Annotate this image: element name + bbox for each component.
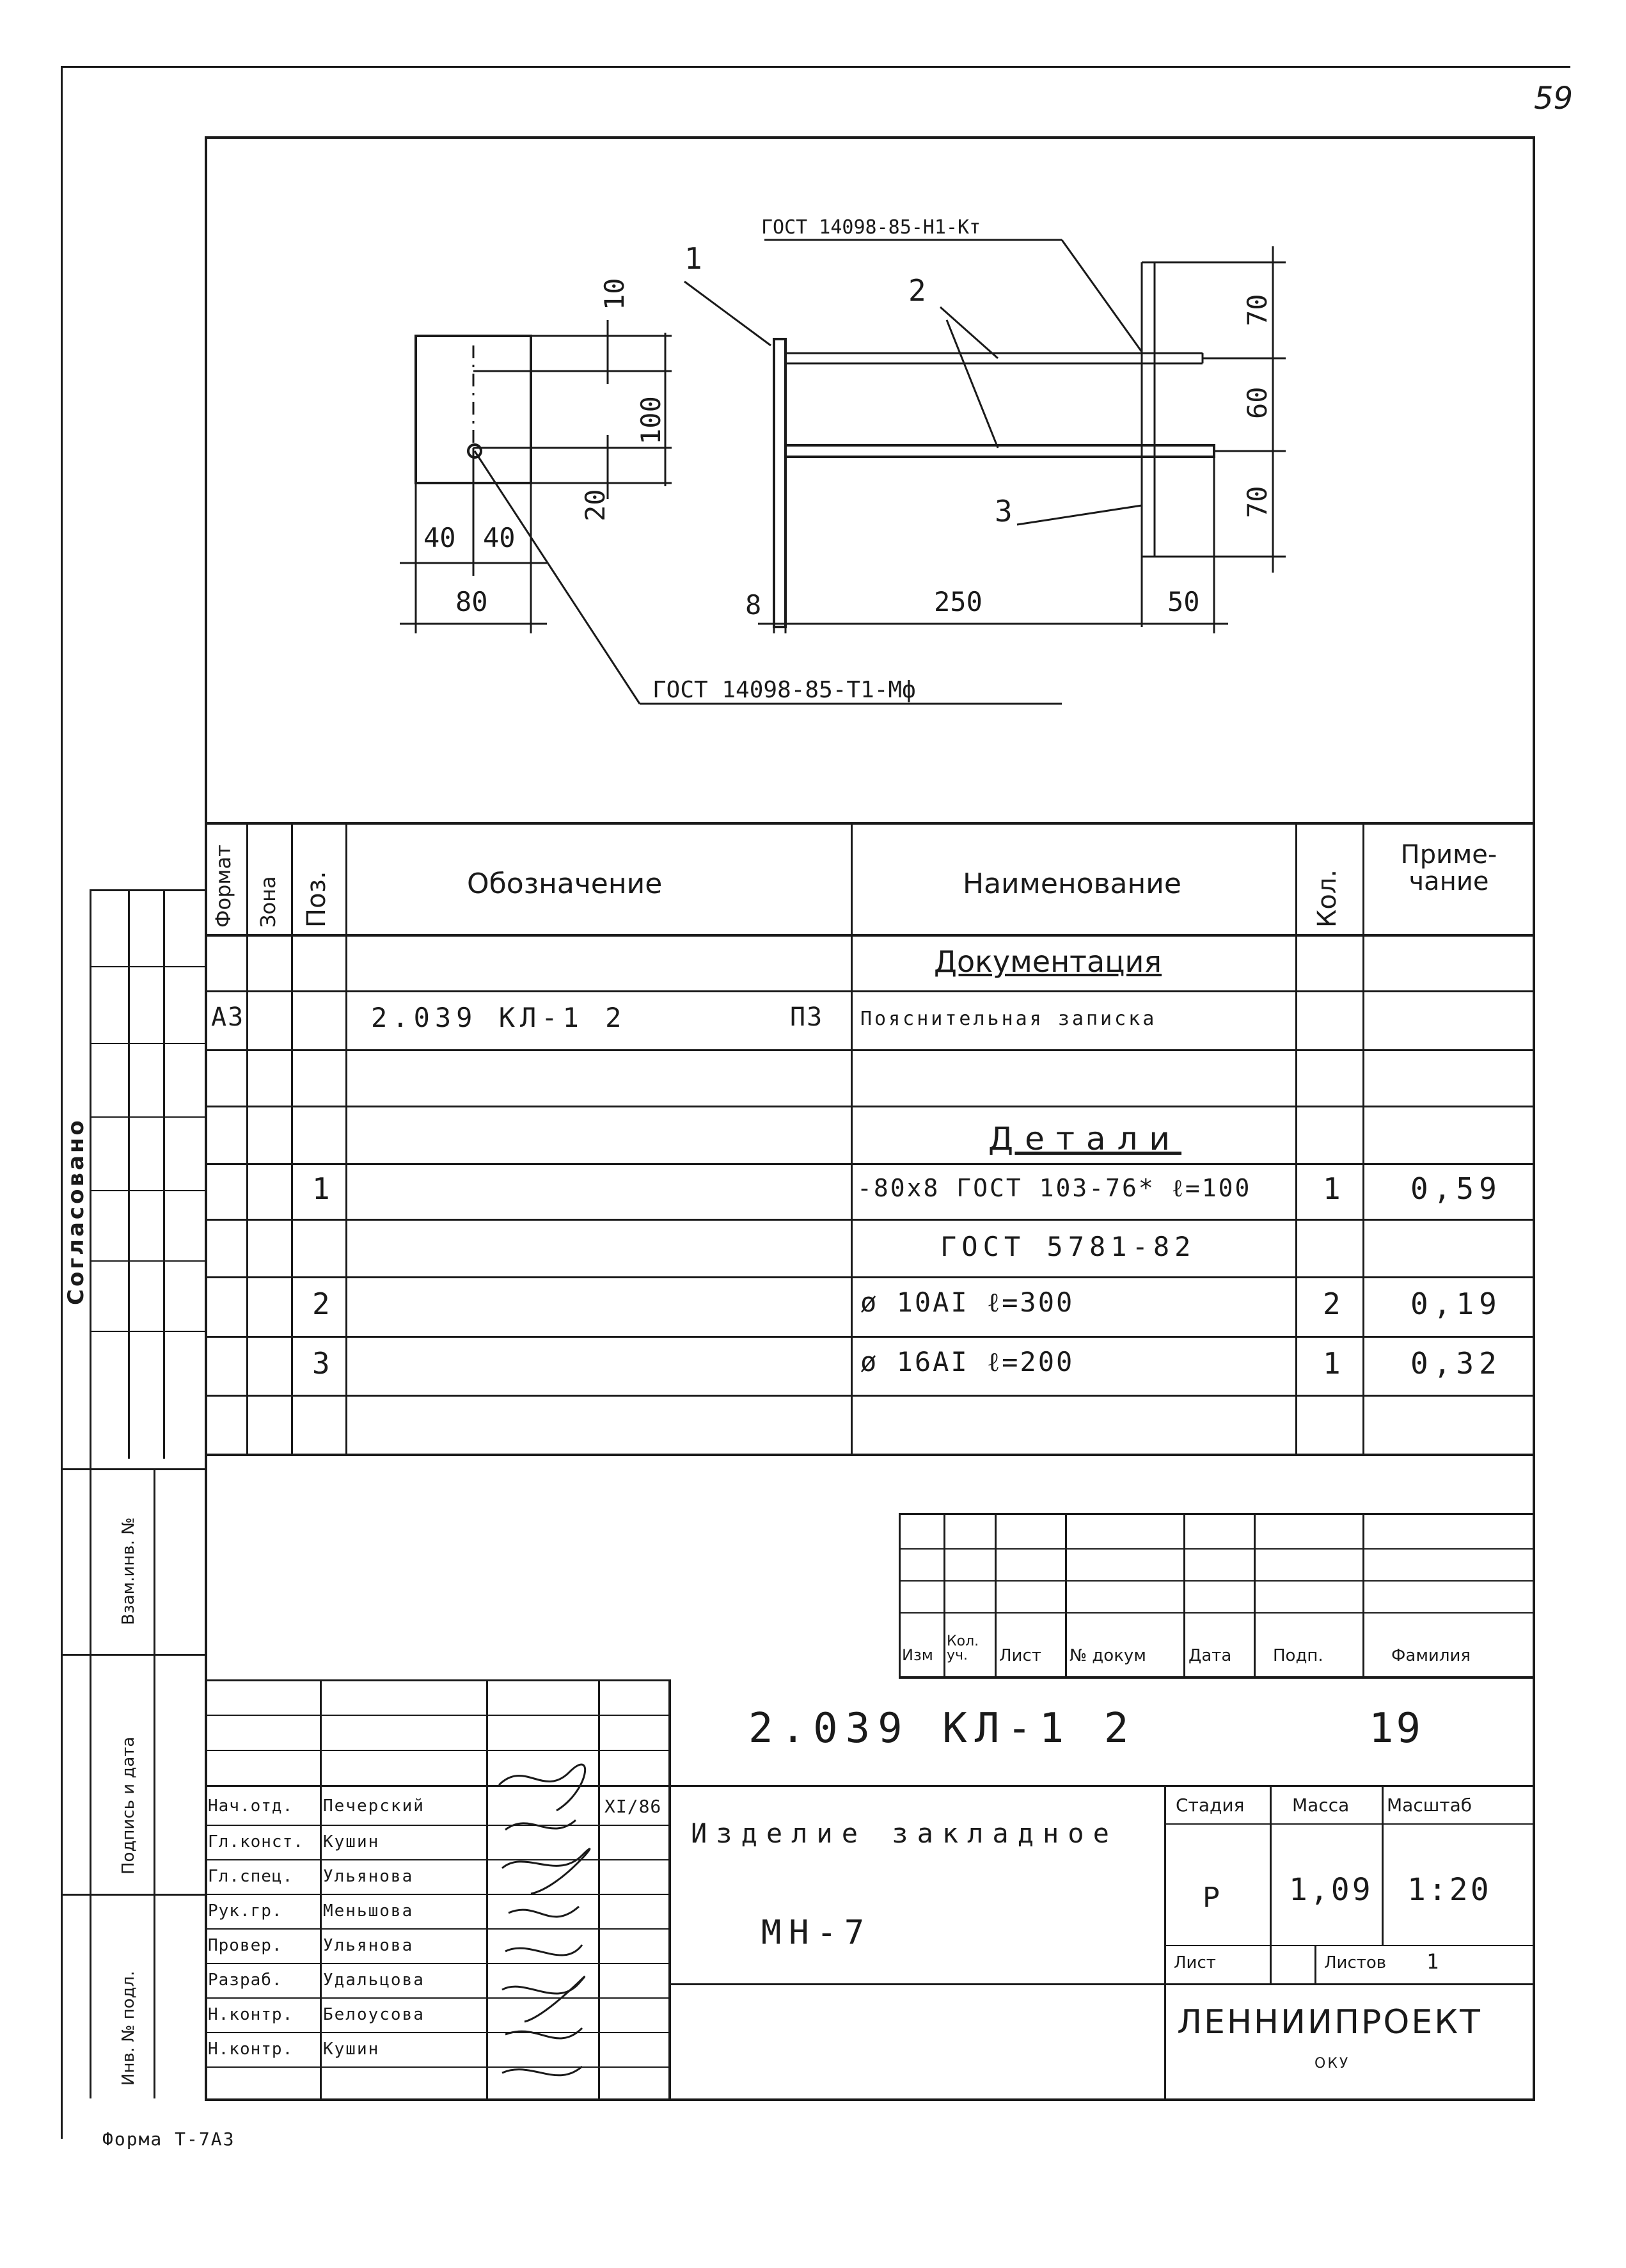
- soglasovano-label: Согласовано: [63, 1118, 89, 1305]
- massa-label: Масса: [1292, 1795, 1350, 1816]
- dim-10: 10: [599, 278, 630, 310]
- list-label: Лист: [1174, 1953, 1216, 1972]
- rev-familiya: Фамилия: [1391, 1646, 1471, 1665]
- header-primechanie: Приме-чание: [1400, 840, 1497, 896]
- dim-250: 250: [934, 586, 983, 617]
- row-1-kol: 1: [1323, 1171, 1346, 1206]
- vzam-inv-label: Взам.инв. №: [119, 1517, 138, 1625]
- row-pz-oboz-suffix: ПЗ: [790, 1003, 824, 1032]
- rev-izm: Изм: [902, 1646, 933, 1664]
- row-gost-name: ГОСТ 5781-82: [940, 1231, 1196, 1262]
- position-3: 3: [995, 494, 1013, 528]
- row-3-name: ø 16АI ℓ=200: [860, 1346, 1075, 1377]
- row-2-name: ø 10АI ℓ=300: [860, 1287, 1075, 1318]
- rev-kol-uch: Кол. уч.: [947, 1633, 979, 1663]
- dim-70b: 70: [1242, 486, 1273, 518]
- row-2-prim: 0,19: [1410, 1287, 1502, 1321]
- row-detali-name: Детали: [988, 1120, 1182, 1157]
- row-3-kol: 1: [1323, 1346, 1346, 1381]
- dim-100: 100: [635, 396, 667, 445]
- massa-value: 1,09: [1289, 1872, 1373, 1908]
- rev-n-dok: № докум: [1070, 1646, 1146, 1665]
- signature-scribbles: [486, 1747, 598, 2098]
- header-format: Формат: [211, 845, 235, 928]
- dim-70a: 70: [1242, 294, 1273, 326]
- rev-list: Лист: [999, 1646, 1041, 1665]
- row-1-prim: 0,59: [1410, 1171, 1502, 1206]
- row-2-poz: 2: [312, 1287, 335, 1321]
- sheet-corner-number: 59: [1534, 81, 1574, 116]
- dim-8: 8: [745, 589, 762, 621]
- listov-label: Листов: [1324, 1953, 1387, 1972]
- position-2: 2: [908, 273, 926, 308]
- row-2-kol: 2: [1323, 1287, 1346, 1321]
- position-1: 1: [684, 241, 702, 276]
- dimension-texts: [423, 216, 1273, 703]
- row-pz-oboz: 2.039 КЛ-1 2: [371, 1002, 627, 1033]
- document-code-page: 19: [1369, 1705, 1424, 1752]
- weld-symbol-bottom: ГОСТ 14098-85-Т1-Мф: [652, 677, 916, 703]
- document-code: 2.039 КЛ-1 2: [748, 1705, 1137, 1752]
- stamp-date: XI/86: [604, 1796, 662, 1817]
- format-label: Форма Т-7А3: [102, 2129, 235, 2150]
- dim-50: 50: [1167, 586, 1200, 617]
- plate-side-view: [774, 339, 785, 627]
- dim-40a: 40: [423, 522, 456, 553]
- masshtab-label: Масштаб: [1387, 1795, 1472, 1816]
- header-poz: Поз.: [302, 871, 331, 928]
- listov-value: 1: [1426, 1949, 1444, 1974]
- rev-podp: Подп.: [1273, 1646, 1323, 1665]
- dim-20: 20: [580, 489, 611, 521]
- title-line-2: МН-7: [761, 1914, 872, 1952]
- weld-symbol-top: ГОСТ 14098-85-Н1-Кт: [761, 216, 981, 239]
- row-dokumentaciya-name: Документация: [934, 944, 1162, 979]
- row-1-name: -80х8 ГОСТ 103-76* ℓ=100: [857, 1174, 1252, 1202]
- row-3-prim: 0,32: [1410, 1346, 1502, 1381]
- header-oboznachenie: Обозначение: [467, 868, 663, 900]
- title-line-1: Изделие закладное: [691, 1818, 1118, 1849]
- inner-frame-bottom: [205, 2098, 1535, 2101]
- row-3-poz: 3: [312, 1346, 335, 1381]
- rod-pos3: [785, 445, 1214, 457]
- rev-data: Дата: [1188, 1646, 1232, 1665]
- header-kol: Кол.: [1313, 869, 1342, 928]
- embedded-part-drawing: [0, 0, 1626, 832]
- header-zona: Зона: [256, 876, 280, 928]
- organization-name: ЛЕННИИПРОЕКТ: [1177, 2003, 1482, 2042]
- stadiya-value: Р: [1203, 1882, 1220, 1914]
- podpis-data-label: Подпись и дата: [119, 1736, 138, 1875]
- dim-40b: 40: [483, 522, 516, 553]
- inv-podl-label: Инв. № подл.: [119, 1971, 138, 2086]
- dim-80: 80: [455, 586, 488, 617]
- organization-sub: ОКУ: [1314, 2056, 1350, 2072]
- header-naimenovanie: Наименование: [963, 868, 1181, 900]
- row-pz-name: Пояснительная записка: [860, 1008, 1157, 1030]
- row-pz-format: А3: [211, 1003, 245, 1032]
- stadiya-label: Стадия: [1176, 1795, 1245, 1816]
- dim-60: 60: [1242, 386, 1273, 419]
- row-1-poz: 1: [312, 1171, 335, 1206]
- masshtab-value: 1:20: [1407, 1872, 1492, 1908]
